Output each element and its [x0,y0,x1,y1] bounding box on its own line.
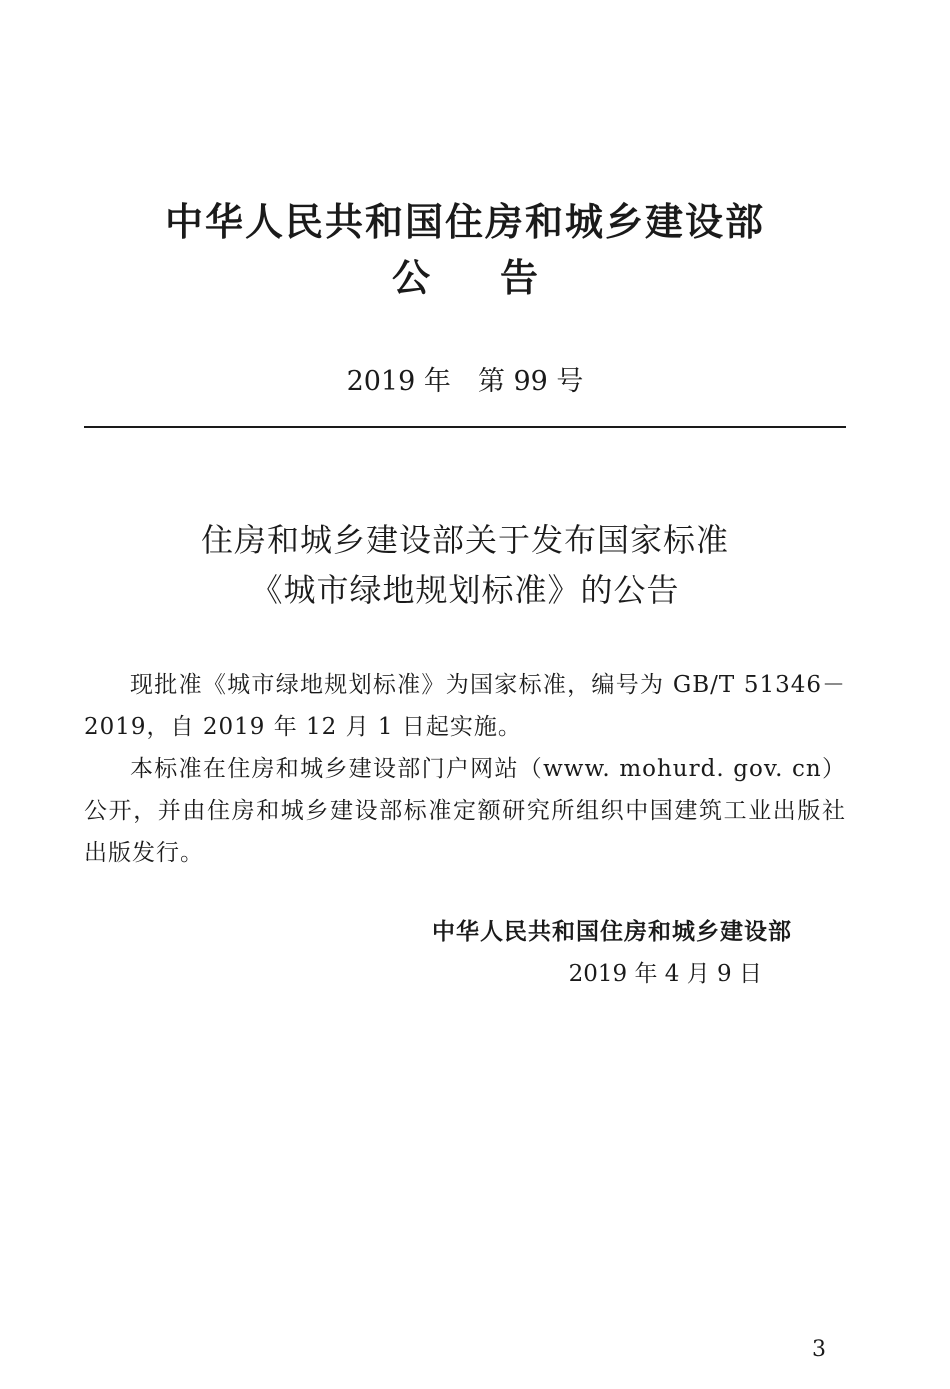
issuer-heading: 中华人民共和国住房和城乡建设部 [164,200,765,244]
body-paragraph-1: 现批准《城市绿地规划标准》为国家标准，编号为 GB/T 51346－2019，自 2019 年 12 月 1 日起实施。 [84,672,846,740]
document-type-heading: 公告 [391,256,608,300]
header-divider [84,426,846,428]
signature-date: 2019 年 4 月 9 日 [568,961,762,987]
announcement-title-line-1: 住房和城乡建设部关于发布国家标准 [200,521,729,559]
page-number: 3 [812,1337,826,1362]
signature-organization: 中华人民共和国住房和城乡建设部 [432,919,792,945]
announcement-title-line-2: 《城市绿地规划标准》的公告 [250,571,680,609]
document-number: 2019 年 第 99 号 [346,366,584,397]
announcement-body [84,664,846,874]
body-paragraph-2: 本标准在住房和城乡建设部门户网站（www. mohurd. gov. cn）公开，并由住房和城乡建设部标准定额研究所组织中国建筑工业出版社出版发行。 [84,756,846,866]
